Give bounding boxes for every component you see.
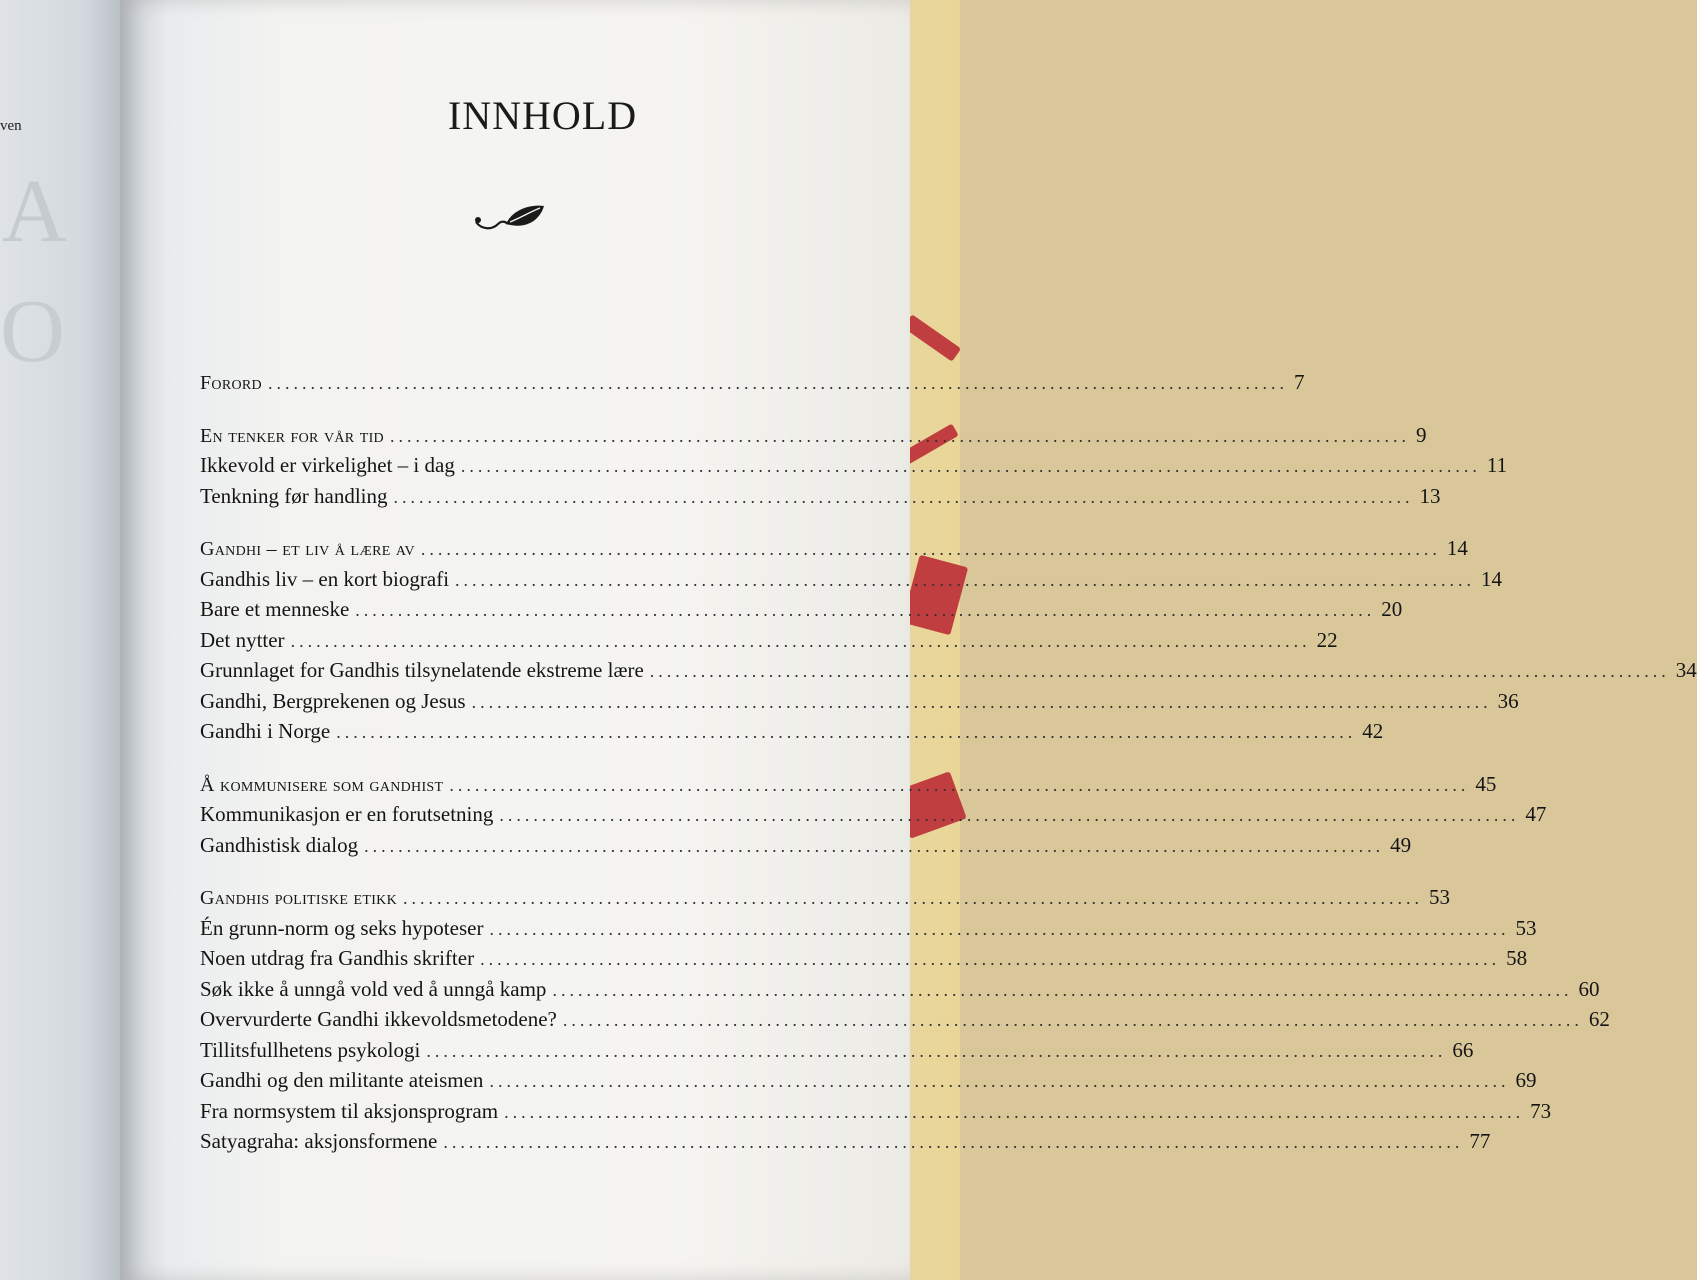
toc-entry (200, 627, 1338, 659)
toc-entry (200, 976, 1600, 1008)
red-paint-mark (902, 555, 968, 636)
toc-entry-title: Gandhistisk dialog (200, 832, 359, 857)
red-paint-mark (903, 314, 961, 362)
contents-page (120, 0, 1697, 1280)
dot-leader: ........................................................................................................................ (649, 661, 1670, 681)
toc-section-heading (200, 885, 1450, 916)
toc-entry-title: Gandhis politiske etikk (200, 887, 397, 909)
toc-section-heading (200, 370, 1305, 401)
toc-section (200, 422, 1508, 515)
toc-entry (200, 453, 1508, 484)
toc-entry-title: Fra normsystem til aksjonsprogram (200, 1098, 499, 1123)
toc-section (200, 885, 1610, 1160)
dot-leader: ........................................................................................................................ (562, 1010, 1583, 1030)
dot-leader: ........................................................................................................................ (460, 456, 1481, 476)
toc-entry-title: Gandhi – et liv å lære av (200, 538, 415, 560)
toc-entry-title: En tenker for vår tid (200, 424, 384, 447)
toc-page-number: 62 (1588, 1007, 1610, 1031)
dot-leader: ........................................................................................................................ (267, 373, 1288, 393)
toc-page-number: 66 (1452, 1037, 1474, 1062)
dot-leader: ........................................................................................................................ (449, 774, 1470, 795)
toc-page-number: 36 (1497, 688, 1519, 713)
left-page-ghost-letter: O (0, 282, 65, 381)
toc-entry (200, 1068, 1537, 1099)
toc-entry-title: Gandhi, Bergprekenen og Jesus (200, 688, 466, 713)
dot-leader: ........................................................................................................................ (455, 569, 1476, 590)
dot-leader: ........................................................................................................................ (355, 600, 1376, 620)
toc-entry-title: Det nytter (200, 627, 285, 652)
toc-entry-title: Satyagraha: aksjonsformene (200, 1129, 438, 1153)
toc-entry-title: Grunnlaget for Gandhis tilsynelatende ekstreme lære (200, 658, 644, 682)
toc-page-number: 14 (1481, 566, 1503, 591)
toc-page-number: 7 (1293, 370, 1305, 394)
toc-entry (200, 1098, 1552, 1130)
toc-entry-title: Én grunn-norm og seks hypoteser (200, 915, 484, 940)
dot-leader: ........................................................................................................................ (504, 1101, 1525, 1122)
toc-section-heading (200, 771, 1497, 803)
table-of-contents (200, 370, 1697, 1182)
toc-page-number: 11 (1486, 453, 1508, 477)
dot-leader: ........................................................................................................................ (290, 630, 1311, 651)
toc-entry (200, 1007, 1610, 1038)
dot-leader: ........................................................................................................................ (336, 722, 1357, 742)
toc-entry (200, 483, 1441, 515)
toc-page-number: 77 (1469, 1129, 1491, 1153)
dot-leader: ........................................................................................................................ (489, 1071, 1510, 1091)
dot-leader: ........................................................................................................................ (443, 1132, 1464, 1152)
toc-entry (200, 688, 1519, 720)
toc-entry (200, 915, 1537, 947)
dot-leader: ........................................................................................................................ (389, 425, 1410, 446)
toc-entry (200, 832, 1412, 864)
toc-page-number: 53 (1515, 915, 1537, 940)
dot-leader: ........................................................................................................................ (552, 979, 1573, 1000)
dot-leader: ........................................................................................................................ (364, 835, 1385, 856)
toc-page-number: 20 (1381, 597, 1403, 621)
toc-page-number: 14 (1446, 536, 1468, 560)
toc-entry (200, 946, 1528, 977)
dot-leader: ........................................................................................................................ (489, 918, 1510, 939)
left-page (0, 0, 140, 1280)
left-page-partial-word: ven (0, 118, 22, 134)
toc-page-number: 47 (1525, 802, 1547, 826)
toc-section (200, 370, 1305, 401)
toc-page-number: 45 (1475, 771, 1497, 796)
dot-leader: ........................................................................................................................ (480, 949, 1501, 969)
toc-section (200, 771, 1547, 864)
toc-page-number: 60 (1578, 976, 1600, 1001)
dot-leader: ........................................................................................................................ (420, 539, 1441, 559)
toc-entry-title: Tillitsfullhetens psykologi (200, 1037, 421, 1062)
toc-page-number: 13 (1419, 483, 1441, 508)
toc-section-heading (200, 422, 1427, 454)
toc-entry-title: Kommunikasjon er en forutsetning (200, 802, 494, 826)
toc-page-number: 58 (1506, 946, 1528, 970)
toc-page-number: 69 (1515, 1068, 1537, 1092)
toc-section-heading (200, 536, 1468, 567)
toc-entry-title: Tenkning før handling (200, 483, 388, 508)
dot-leader: ........................................................................................................................ (499, 805, 1520, 825)
toc-entry (200, 802, 1547, 833)
leaf-fleuron-icon (472, 200, 548, 236)
toc-entry (200, 597, 1403, 628)
toc-page-number: 34 (1675, 658, 1697, 682)
toc-entry (200, 719, 1384, 750)
dot-leader: ........................................................................................................................ (393, 486, 1414, 507)
toc-entry-title: Ikkevold er virkelighet – i dag (200, 453, 455, 477)
dot-leader: ........................................................................................................................ (471, 691, 1492, 712)
toc-page-number: 53 (1429, 885, 1450, 909)
toc-entry (200, 658, 1697, 689)
toc-entry (200, 566, 1503, 598)
toc-entry-title: Overvurderte Gandhi ikkevoldsmetodene? (200, 1007, 557, 1031)
toc-page-number: 22 (1316, 627, 1338, 652)
toc-entry (200, 1129, 1491, 1160)
toc-entry-title: Gandhi i Norge (200, 719, 331, 743)
toc-entry-title: Gandhi og den militante ateismen (200, 1068, 484, 1092)
toc-entry-title: Noen utdrag fra Gandhis skrifter (200, 946, 475, 970)
toc-entry-title: Forord (200, 372, 262, 394)
dot-leader: ........................................................................................................................ (403, 888, 1423, 908)
toc-entry (200, 1037, 1474, 1069)
toc-entry-title: Søk ikke å unngå vold ved å unngå kamp (200, 976, 547, 1001)
toc-section (200, 536, 1697, 750)
toc-page-number: 42 (1362, 719, 1384, 743)
left-page-ghost-letter: A (2, 162, 67, 261)
toc-entry-title: Bare et menneske (200, 597, 350, 621)
toc-page-number: 49 (1390, 832, 1412, 857)
page-title: INNHOLD (447, 93, 638, 138)
dot-leader: ........................................................................................................................ (426, 1040, 1447, 1061)
toc-page-number: 9 (1415, 422, 1427, 447)
toc-entry-title: Gandhis liv – en kort biografi (200, 566, 450, 591)
toc-page-number: 73 (1530, 1098, 1552, 1123)
toc-entry-title: Å kommunisere som gandhist (200, 773, 444, 796)
